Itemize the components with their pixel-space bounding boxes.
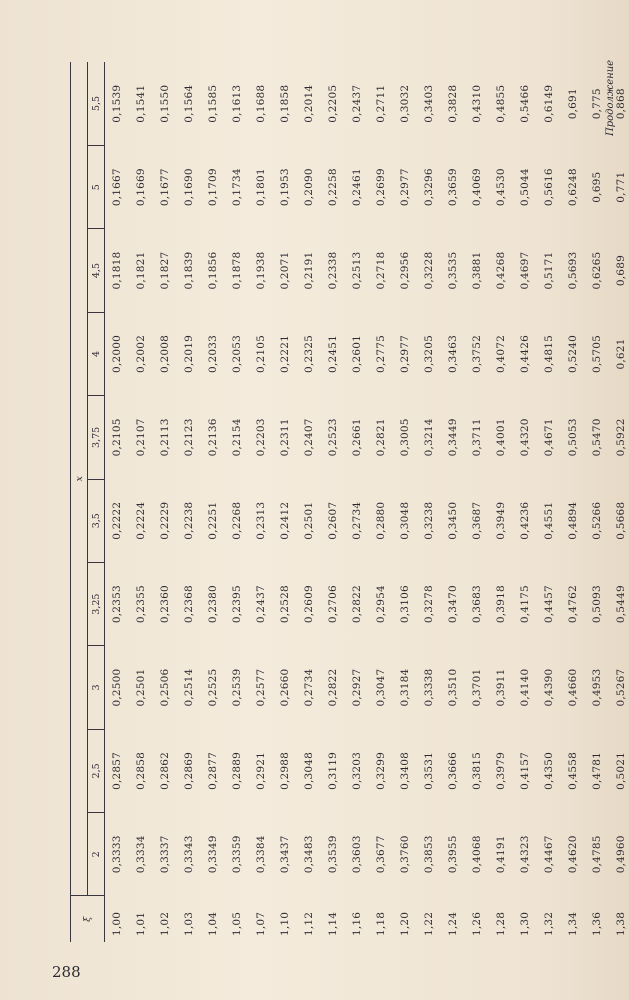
value-cell: 0,1613: [231, 84, 243, 123]
value-cell: 0,3687: [471, 501, 483, 540]
value-cell: 0,4953: [591, 668, 603, 707]
value-cell: 0,3334: [135, 835, 147, 874]
value-cell: 0,2461: [351, 168, 363, 207]
value-cell: 0,2221: [279, 334, 291, 373]
value-cell: 0,2205: [327, 84, 339, 123]
value-cell: 0,3677: [375, 835, 387, 874]
value-cell: 0,5470: [591, 418, 603, 457]
value-cell: 0,2311: [279, 418, 291, 457]
xi-cell: 1,36: [591, 911, 603, 936]
value-cell: 0,1839: [183, 251, 195, 290]
value-cell: 0,5266: [591, 501, 603, 540]
value-cell: 0,3278: [423, 585, 435, 624]
value-cell: 0,2501: [303, 501, 315, 540]
value-cell: 0,2203: [255, 418, 267, 457]
column-header: 4: [88, 312, 105, 395]
column-header: 5,5: [88, 62, 105, 145]
table-row: [561, 62, 585, 942]
table-row: [417, 62, 441, 942]
xi-cell: 1,20: [399, 911, 411, 936]
table-row: [513, 62, 537, 942]
header-row-columns: [88, 62, 105, 942]
value-cell: 0,4697: [519, 251, 531, 290]
value-cell: 0,1688: [255, 84, 267, 123]
value-cell: 0,4069: [471, 168, 483, 207]
value-cell: 0,4140: [519, 668, 531, 707]
value-cell: 0,3979: [495, 751, 507, 790]
function-table: [70, 62, 629, 942]
value-cell: 0,4660: [567, 668, 579, 707]
table-body: [105, 62, 629, 942]
value-cell: 0,6265: [591, 251, 603, 290]
column-header: 3,5: [88, 479, 105, 562]
value-cell: 0,3918: [495, 585, 507, 624]
value-cell: 0,2513: [351, 251, 363, 290]
value-cell: 0,5705: [591, 334, 603, 373]
value-cell: 0,4175: [519, 585, 531, 624]
value-cell: 0,1690: [183, 168, 195, 207]
value-cell: 0,5449: [615, 585, 627, 624]
value-cell: 0,2601: [351, 334, 363, 373]
value-cell: 0,3483: [303, 835, 315, 874]
column-header: 2: [88, 813, 105, 896]
value-cell: 0,2008: [159, 334, 171, 373]
value-cell: 0,5922: [615, 418, 627, 457]
value-cell: 0,2699: [375, 168, 387, 207]
value-cell: 0,2123: [183, 418, 195, 457]
value-cell: 0,2506: [159, 668, 171, 707]
value-cell: 0,5668: [615, 501, 627, 540]
value-cell: 0,2821: [375, 418, 387, 457]
value-cell: 0,3450: [447, 501, 459, 540]
value-cell: 0,2407: [303, 418, 315, 457]
table-row: [249, 62, 273, 942]
value-cell: 0,1677: [159, 168, 171, 207]
value-cell: 0,2368: [183, 585, 195, 624]
value-cell: 0,3047: [375, 668, 387, 707]
value-cell: 0,2877: [207, 751, 219, 790]
value-cell: 0,5693: [567, 251, 579, 290]
value-cell: 0,2338: [327, 251, 339, 290]
value-cell: 0,3463: [447, 334, 459, 373]
value-cell: 0,2019: [183, 334, 195, 373]
value-cell: 0,1818: [111, 251, 123, 290]
column-header: 3,25: [88, 562, 105, 645]
value-cell: 0,2523: [327, 418, 339, 457]
value-cell: 0,2437: [351, 84, 363, 123]
value-cell: 0,2822: [327, 668, 339, 707]
value-cell: 0,4001: [495, 418, 507, 457]
value-cell: 0,2500: [111, 668, 123, 707]
table-row: [177, 62, 201, 942]
xi-cell: 1,22: [423, 911, 435, 936]
value-cell: 0,1938: [255, 251, 267, 290]
value-cell: 0,5053: [567, 418, 579, 457]
value-cell: 0,3815: [471, 751, 483, 790]
value-cell: 0,3470: [447, 585, 459, 624]
value-cell: 0,2734: [351, 501, 363, 540]
value-cell: 0,4426: [519, 334, 531, 373]
table-row: [465, 62, 489, 942]
value-cell: 0,3359: [231, 835, 243, 874]
xi-cell: 1,05: [231, 911, 243, 936]
value-cell: 0,695: [591, 171, 603, 203]
value-cell: 0,2313: [255, 501, 267, 540]
xi-cell: 1,24: [447, 911, 459, 936]
value-cell: 0,689: [615, 255, 627, 287]
value-cell: 0,3106: [399, 585, 411, 624]
continuation-label: Продолжение: [605, 59, 616, 137]
value-cell: 0,4894: [567, 501, 579, 540]
value-cell: 0,621: [615, 338, 627, 370]
value-cell: 0,2539: [231, 668, 243, 707]
xi-cell: 1,30: [519, 911, 531, 936]
value-cell: 0,2880: [375, 501, 387, 540]
value-cell: 0,3955: [447, 835, 459, 874]
value-cell: 0,3005: [399, 418, 411, 457]
value-cell: 0,4236: [519, 501, 531, 540]
value-cell: 0,2090: [303, 168, 315, 207]
value-cell: 0,2956: [399, 251, 411, 290]
value-cell: 0,4671: [543, 418, 555, 457]
value-cell: 0,2607: [327, 501, 339, 540]
value-cell: 0,1541: [135, 84, 147, 123]
table-row: [201, 62, 225, 942]
value-cell: 0,2224: [135, 501, 147, 540]
value-cell: 0,5267: [615, 668, 627, 707]
xi-cell: 1,12: [303, 911, 315, 936]
value-cell: 0,1878: [231, 251, 243, 290]
value-cell: 0,3535: [447, 251, 459, 290]
xi-cell: 1,04: [207, 911, 219, 936]
value-cell: 0,2238: [183, 501, 195, 540]
value-cell: 0,1734: [231, 168, 243, 207]
value-cell: 0,2869: [183, 751, 195, 790]
value-cell: 0,3048: [399, 501, 411, 540]
value-cell: 0,1801: [255, 168, 267, 207]
value-cell: 0,2033: [207, 334, 219, 373]
value-cell: 0,2000: [111, 334, 123, 373]
value-cell: 0,3119: [327, 751, 339, 790]
value-cell: 0,2355: [135, 585, 147, 624]
value-cell: 0,2501: [135, 668, 147, 707]
value-cell: 0,2857: [111, 751, 123, 790]
value-cell: 0,4320: [519, 418, 531, 457]
value-cell: 0,2105: [255, 334, 267, 373]
header-row-x: [71, 62, 88, 942]
table-row: [321, 62, 345, 942]
value-cell: 0,2977: [399, 168, 411, 207]
table-row: [297, 62, 321, 942]
value-cell: 0,5021: [615, 751, 627, 790]
value-cell: 0,691: [567, 88, 579, 120]
xi-cell: 1,01: [135, 911, 147, 936]
value-cell: 0,4157: [519, 751, 531, 790]
value-cell: 0,3184: [399, 668, 411, 707]
value-cell: 0,2222: [111, 501, 123, 540]
value-cell: 0,3214: [423, 418, 435, 457]
value-cell: 0,3911: [495, 668, 507, 707]
value-cell: 0,4457: [543, 585, 555, 624]
xi-cell: 1,28: [495, 911, 507, 936]
value-cell: 0,5171: [543, 251, 555, 290]
value-cell: 0,1564: [183, 84, 195, 123]
value-cell: 0,3853: [423, 835, 435, 874]
value-cell: 0,4815: [543, 334, 555, 373]
column-header: 2,5: [88, 729, 105, 812]
value-cell: 0,2711: [375, 84, 387, 123]
value-cell: 0,2268: [231, 501, 243, 540]
value-cell: 0,3333: [111, 835, 123, 874]
value-cell: 0,3659: [447, 168, 459, 207]
value-cell: 0,2706: [327, 585, 339, 624]
value-cell: 0,3531: [423, 751, 435, 790]
value-cell: 0,1821: [135, 251, 147, 290]
table-row: [129, 62, 153, 942]
table-header: [71, 62, 105, 942]
value-cell: 0,3299: [375, 751, 387, 790]
value-cell: 0,6248: [567, 168, 579, 207]
value-cell: 0,3349: [207, 835, 219, 874]
table-row: [153, 62, 177, 942]
value-cell: 0,4558: [567, 751, 579, 790]
value-cell: 0,1953: [279, 168, 291, 207]
value-cell: 0,2954: [375, 585, 387, 624]
value-cell: 0,1856: [207, 251, 219, 290]
value-cell: 0,2528: [279, 585, 291, 624]
value-cell: 0,1827: [159, 251, 171, 290]
value-cell: 0,2718: [375, 251, 387, 290]
value-cell: 0,3203: [351, 751, 363, 790]
value-cell: 0,2251: [207, 501, 219, 540]
table-row: [537, 62, 561, 942]
value-cell: 0,3752: [471, 334, 483, 373]
column-header: 3,75: [88, 396, 105, 479]
value-cell: 0,1550: [159, 84, 171, 123]
value-cell: 0,3603: [351, 835, 363, 874]
value-cell: 0,3228: [423, 251, 435, 290]
value-cell: 0,2412: [279, 501, 291, 540]
xi-cell: 1,07: [255, 911, 267, 936]
value-cell: 0,2988: [279, 751, 291, 790]
value-cell: 0,2822: [351, 585, 363, 624]
value-cell: 0,2325: [303, 334, 315, 373]
xi-cell: 1,14: [327, 911, 339, 936]
value-cell: 0,1585: [207, 84, 219, 123]
value-cell: 0,2113: [159, 418, 171, 457]
value-cell: 0,3032: [399, 84, 411, 123]
value-cell: 0,3205: [423, 334, 435, 373]
value-cell: 0,4781: [591, 751, 603, 790]
value-cell: 0,2977: [399, 334, 411, 373]
value-cell: 0,2927: [351, 668, 363, 707]
value-cell: 0,2395: [231, 585, 243, 624]
value-cell: 0,2609: [303, 585, 315, 624]
value-cell: 0,2105: [111, 418, 123, 457]
value-cell: 0,5240: [567, 334, 579, 373]
xi-cell: 1,02: [159, 911, 171, 936]
xi-cell: 1,34: [567, 911, 579, 936]
value-cell: 0,2525: [207, 668, 219, 707]
value-cell: 0,3408: [399, 751, 411, 790]
value-cell: 0,2775: [375, 334, 387, 373]
value-cell: 0,771: [615, 171, 627, 203]
value-cell: 0,1667: [111, 168, 123, 207]
value-cell: 0,2258: [327, 168, 339, 207]
xi-cell: 1,18: [375, 911, 387, 936]
column-header: 4,5: [88, 229, 105, 312]
value-cell: 0,1539: [111, 84, 123, 123]
table-row: [369, 62, 393, 942]
value-cell: 0,5093: [591, 585, 603, 624]
value-cell: 0,2191: [303, 251, 315, 290]
value-cell: 0,6149: [543, 84, 555, 123]
value-cell: 0,4855: [495, 84, 507, 123]
value-cell: 0,2660: [279, 668, 291, 707]
xi-cell: 1,38: [615, 911, 627, 936]
value-cell: 0,5466: [519, 84, 531, 123]
value-cell: 0,3510: [447, 668, 459, 707]
value-cell: 0,2014: [303, 84, 315, 123]
value-cell: 0,2734: [303, 668, 315, 707]
xi-header: ξ: [71, 896, 105, 942]
value-cell: 0,2053: [231, 334, 243, 373]
value-cell: 0,2380: [207, 585, 219, 624]
value-cell: 0,3296: [423, 168, 435, 207]
value-cell: 0,2514: [183, 668, 195, 707]
value-cell: 0,4390: [543, 668, 555, 707]
xi-cell: 1,10: [279, 911, 291, 936]
value-cell: 0,4762: [567, 585, 579, 624]
value-cell: 0,4191: [495, 835, 507, 874]
value-cell: 0,3683: [471, 585, 483, 624]
table-row: [489, 62, 513, 942]
value-cell: 0,4072: [495, 334, 507, 373]
value-cell: 0,4268: [495, 251, 507, 290]
value-cell: 0,3238: [423, 501, 435, 540]
value-cell: 0,1858: [279, 84, 291, 123]
value-cell: 0,4068: [471, 835, 483, 874]
value-cell: 0,4310: [471, 84, 483, 123]
value-cell: 0,2107: [135, 418, 147, 457]
value-cell: 0,3343: [183, 835, 195, 874]
value-cell: 0,1709: [207, 168, 219, 207]
table-row: [273, 62, 297, 942]
table-row: [585, 62, 609, 942]
value-cell: 0,3760: [399, 835, 411, 874]
value-cell: 0,3048: [303, 751, 315, 790]
value-cell: 0,2661: [351, 418, 363, 457]
value-cell: 0,4620: [567, 835, 579, 874]
xi-cell: 1,26: [471, 911, 483, 936]
value-cell: 0,2862: [159, 751, 171, 790]
value-cell: 0,3384: [255, 835, 267, 874]
value-cell: 0,4960: [615, 835, 627, 874]
value-cell: 0,3949: [495, 501, 507, 540]
value-cell: 0,3881: [471, 251, 483, 290]
xi-cell: 1,03: [183, 911, 195, 936]
x-header: x: [71, 62, 88, 896]
value-cell: 0,2889: [231, 751, 243, 790]
table-row: [105, 62, 130, 942]
value-cell: 0,4530: [495, 168, 507, 207]
value-cell: 0,2451: [327, 334, 339, 373]
value-cell: 0,5616: [543, 168, 555, 207]
value-cell: 0,2577: [255, 668, 267, 707]
value-cell: 0,3701: [471, 668, 483, 707]
value-cell: 0,4551: [543, 501, 555, 540]
value-cell: 0,4350: [543, 751, 555, 790]
value-cell: 0,2229: [159, 501, 171, 540]
value-cell: 0,2360: [159, 585, 171, 624]
table-row: [441, 62, 465, 942]
column-header: 3: [88, 646, 105, 729]
value-cell: 0,2071: [279, 251, 291, 290]
value-cell: 0,2921: [255, 751, 267, 790]
value-cell: 0,2154: [231, 418, 243, 457]
value-cell: 0,4467: [543, 835, 555, 874]
value-cell: 0,4323: [519, 835, 531, 874]
value-cell: 0,3828: [447, 84, 459, 123]
xi-cell: 1,16: [351, 911, 363, 936]
column-header: 5: [88, 145, 105, 228]
value-cell: 0,3403: [423, 84, 435, 123]
value-cell: 0,2858: [135, 751, 147, 790]
value-cell: 0,3711: [471, 418, 483, 457]
table-row: [225, 62, 249, 942]
value-cell: 0,4785: [591, 835, 603, 874]
value-cell: 0,5044: [519, 168, 531, 207]
table-row: [393, 62, 417, 942]
table-row: [345, 62, 369, 942]
value-cell: 0,1669: [135, 168, 147, 207]
value-cell: 0,868: [615, 88, 627, 120]
value-cell: 0,3437: [279, 835, 291, 874]
value-cell: 0,3337: [159, 835, 171, 874]
value-cell: 0,2136: [207, 418, 219, 457]
value-cell: 0,3666: [447, 751, 459, 790]
value-cell: 0,3449: [447, 418, 459, 457]
value-cell: 0,775: [591, 88, 603, 120]
table-row: [609, 62, 629, 942]
value-cell: 0,2437: [255, 585, 267, 624]
value-cell: 0,2002: [135, 334, 147, 373]
xi-cell: 1,32: [543, 911, 555, 936]
value-cell: 0,2353: [111, 585, 123, 624]
value-cell: 0,3539: [327, 835, 339, 874]
value-cell: 0,3338: [423, 668, 435, 707]
xi-cell: 1,00: [111, 911, 123, 936]
page-number: 288: [52, 963, 81, 981]
